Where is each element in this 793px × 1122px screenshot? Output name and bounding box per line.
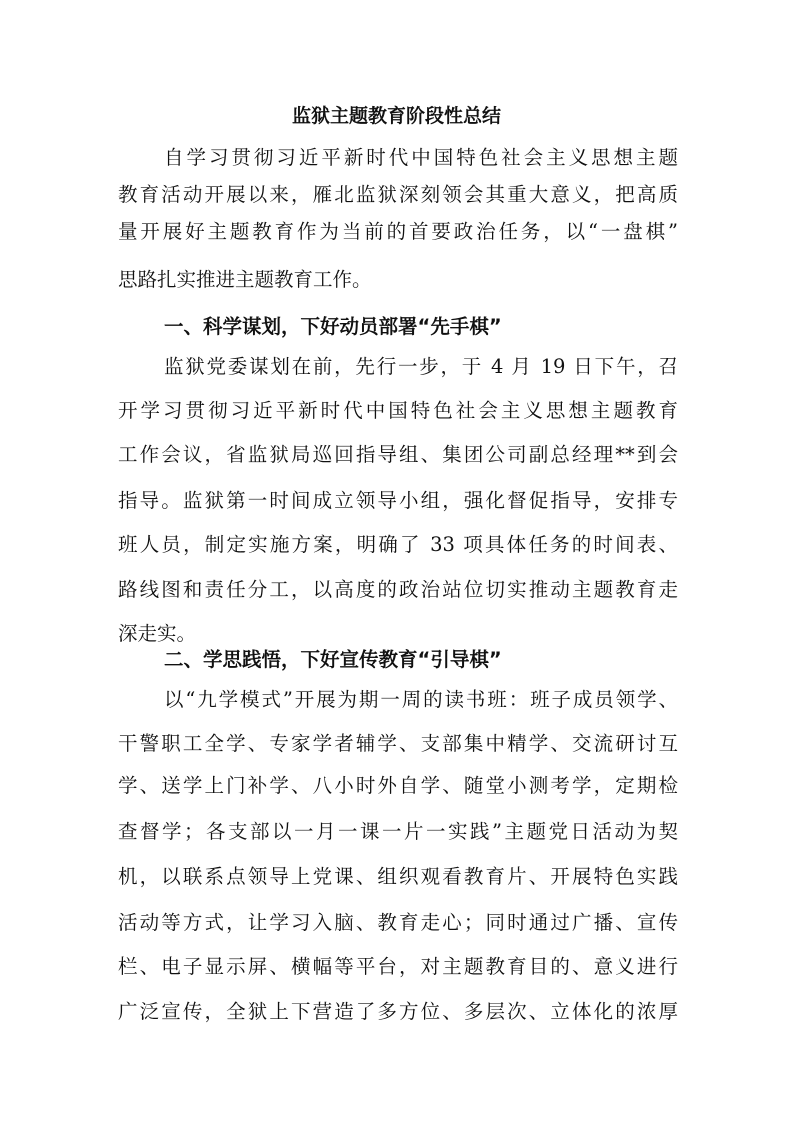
- section2-line: 干警职工全学、专家学者辅学、支部集中精学、交流研讨互: [118, 732, 678, 755]
- intro-line: 教育活动开展以来，雁北监狱深刻领会其重大意义，把高质: [118, 183, 678, 206]
- section1-line: 监狱党委谋划在前，先行一步，于 4 月 19 日下午，召: [164, 355, 678, 378]
- section2-line: 活动等方式，让学习入脑、教育走心；同时通过广播、宣传: [118, 911, 678, 934]
- intro-line: 量开展好主题教育作为当前的首要政治任务，以“一盘棋”: [118, 220, 678, 243]
- section-heading-2: 二、学思践悟，下好宣传教育“引导棋”: [164, 648, 502, 671]
- intro-line: 自学习贯彻习近平新时代中国特色社会主义思想主题: [164, 146, 678, 169]
- section1-line: 路线图和责任分工，以高度的政治站位切实推动主题教育走: [118, 578, 678, 601]
- section1-line: 开学习贯彻习近平新时代中国特色社会主义思想主题教育: [118, 399, 678, 422]
- section1-line: 指导。监狱第一时间成立领导小组，强化督促指导，安排专: [118, 489, 678, 512]
- section2-line: 学、送学上门补学、八小时外自学、随堂小测考学，定期检: [118, 774, 678, 797]
- intro-line: 思路扎实推进主题教育工作。: [118, 268, 372, 291]
- section2-line: 查督学；各支部以一月一课一片一实践”主题党日活动为契: [118, 820, 678, 843]
- section-heading-1: 一、科学谋划，下好动员部署“先手棋”: [164, 315, 502, 338]
- section2-line: 栏、电子显示屏、横幅等平台，对主题教育目的、意义进行: [118, 955, 678, 978]
- section1-line: 工作会议，省监狱局巡回指导组、集团公司副总经理**到会: [118, 443, 678, 466]
- section1-line: 班人员，制定实施方案，明确了 33 项具体任务的时间表、: [118, 533, 678, 556]
- section2-line: 广泛宣传，全狱上下营造了多方位、多层次、立体化的浓厚: [118, 1000, 678, 1023]
- section2-line: 机，以联系点领导上党课、组织观看教育片、开展特色实践: [118, 865, 678, 888]
- section2-line: 以“九学模式”开展为期一周的读书班：班子成员领学、: [164, 688, 678, 711]
- section1-line: 深走实。: [118, 622, 197, 645]
- document-title: 监狱主题教育阶段性总结: [291, 105, 501, 127]
